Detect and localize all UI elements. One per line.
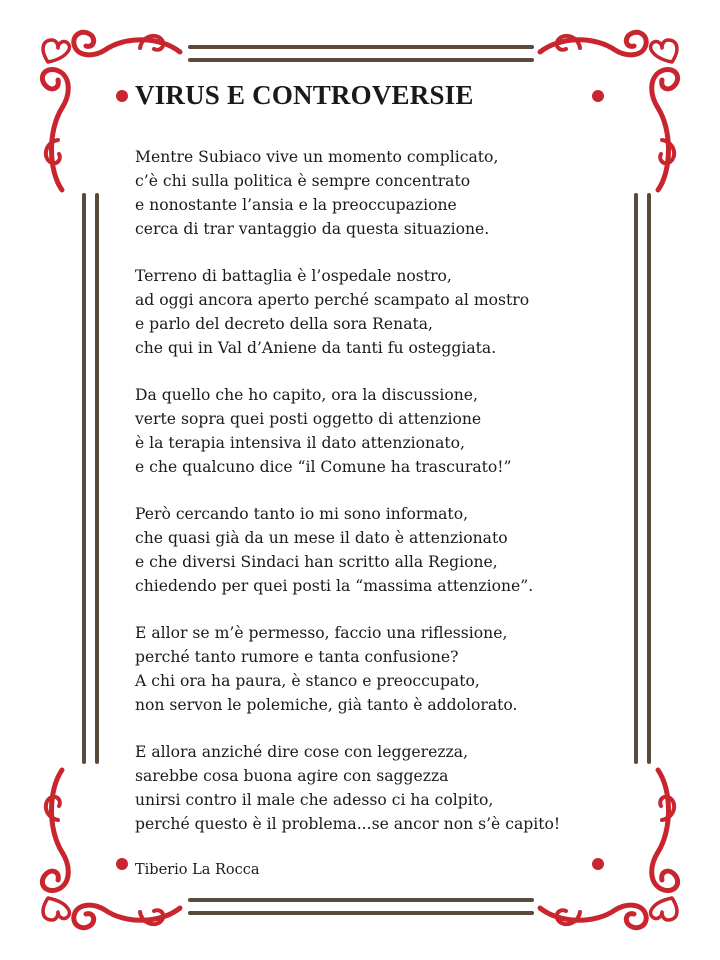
poem-line: Terreno di battaglia è l’ospedale nostro, (135, 267, 452, 285)
poem-line: Da quello che ho capito, ora la discussione, (135, 386, 478, 404)
poem-line: cerca di trar vantaggio da questa situazione. (135, 220, 490, 238)
stanza (135, 264, 605, 360)
poem-line: Mentre Subiaco vive un momento complicato, (135, 148, 499, 166)
stanza (135, 621, 605, 717)
poem-line: che quasi già da un mese il dato è attenzionato (135, 529, 508, 547)
poem-line: perché questo è il problema...se ancor non s’è capito! (135, 815, 561, 833)
poem-line: e nonostante l’ansia e la preoccupazione (135, 196, 457, 214)
poem-line: verte sopra quei posti oggetto di attenzione (135, 410, 482, 428)
poem-line: che qui in Val d’Aniene da tanti fu osteggiata. (135, 339, 497, 357)
poem-line: e parlo del decreto della sora Renata, (135, 315, 434, 333)
poem-line: E allor se m’è permesso, faccio una riflessione, (135, 624, 508, 642)
poem-line: perché tanto rumore e tanta confusione? (135, 648, 459, 666)
stanza (135, 145, 605, 241)
poem-title: VIRUS E CONTROVERSIE (135, 80, 474, 110)
poem-line: chiedendo per quei posti la “massima attenzione”. (135, 577, 534, 595)
poem-body (135, 145, 605, 859)
poem-line: unirsi contro il male che adesso ci ha colpito, (135, 791, 494, 809)
poem-line: e che diversi Sindaci han scritto alla Regione, (135, 553, 498, 571)
poem-line: A chi ora ha paura, è stanco e preoccupato, (135, 672, 480, 690)
stanza (135, 740, 605, 836)
author-signature: Tiberio La Rocca (135, 862, 260, 878)
poem-line: non servon le polemiche, già tanto è addolorato. (135, 696, 518, 714)
poem-line: è la terapia intensiva il dato attenzionato, (135, 434, 465, 452)
stanza (135, 502, 605, 598)
poem-line: ad oggi ancora aperto perché scampato al mostro (135, 291, 530, 309)
poem-line: Però cercando tanto io mi sono informato, (135, 505, 469, 523)
poem-line: e che qualcuno dice “il Comune ha trascurato!” (135, 458, 512, 476)
poem-line: c’è chi sulla politica è sempre concentrato (135, 172, 471, 190)
poem-line: sarebbe cosa buona agire con saggezza (135, 767, 449, 785)
poem-line: E allora anziché dire cose con leggerezza, (135, 743, 469, 761)
stanza (135, 383, 605, 479)
